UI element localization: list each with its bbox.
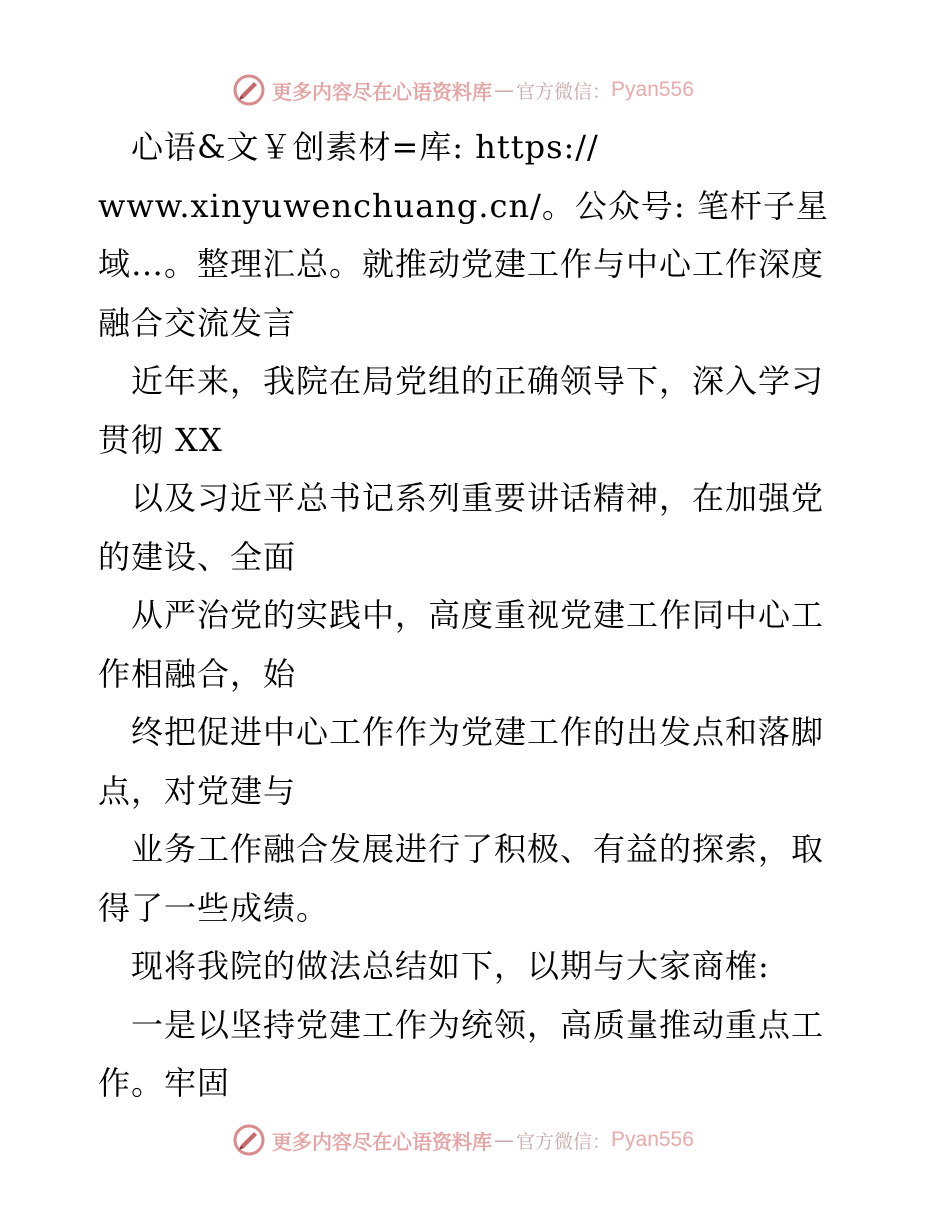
document-body	[98, 118, 858, 1113]
banner-official-label: 官方微信：	[516, 80, 612, 103]
banner-slogan: 更多内容尽在心语资料库	[272, 79, 492, 104]
banner-slogan: 更多内容尽在心语资料库	[272, 1129, 492, 1154]
text-line: 从严治党的实践中，高度重视党建工作同中心工	[98, 596, 825, 634]
text-line: 融合交流发言	[98, 303, 297, 342]
pen-circle-logo-icon	[232, 1123, 266, 1157]
text-line: 作相融合，始	[98, 654, 297, 693]
text-line: 心语&文￥创素材=库: https://	[98, 128, 599, 166]
banner-separator: —	[494, 1128, 514, 1152]
text-line: 点，对党建与	[98, 771, 297, 810]
pen-circle-logo-icon	[232, 73, 266, 107]
text-line: 贯彻 XX	[98, 420, 223, 459]
text-line: 得了一些成绩。	[98, 888, 330, 927]
text-line: 业务工作融合发展进行了积极、有益的探索，取	[98, 830, 825, 868]
banner-official-label: 官方微信：	[516, 1130, 612, 1153]
header-banner	[232, 72, 732, 108]
text-line: 作。牢固	[98, 1064, 231, 1102]
text-line: 域…。整理汇总。就推动党建工作与中心工作深度	[98, 245, 825, 283]
text-line: 一是以坚持党建工作为统领，高质量推动重点工	[98, 1005, 825, 1044]
text-line: www.xinyuwenchuang.cn/。公众号: 笔杆子星	[98, 186, 829, 225]
text-line: 现将我院的做法总结如下，以期与大家商榷:	[98, 947, 770, 985]
banner-separator: —	[494, 78, 514, 102]
banner-wechat-id: Pyan556	[611, 1128, 694, 1151]
text-line: 近年来，我院在局党组的正确领导下，深入学习	[98, 362, 825, 400]
footer-banner	[232, 1122, 732, 1158]
banner-wechat-id: Pyan556	[611, 78, 694, 101]
text-line: 终把促进中心工作作为党建工作的出发点和落脚	[98, 713, 825, 751]
text-line: 以及习近平总书记系列重要讲话精神，在加强党	[98, 479, 825, 517]
text-line: 的建设、全面	[98, 537, 297, 576]
